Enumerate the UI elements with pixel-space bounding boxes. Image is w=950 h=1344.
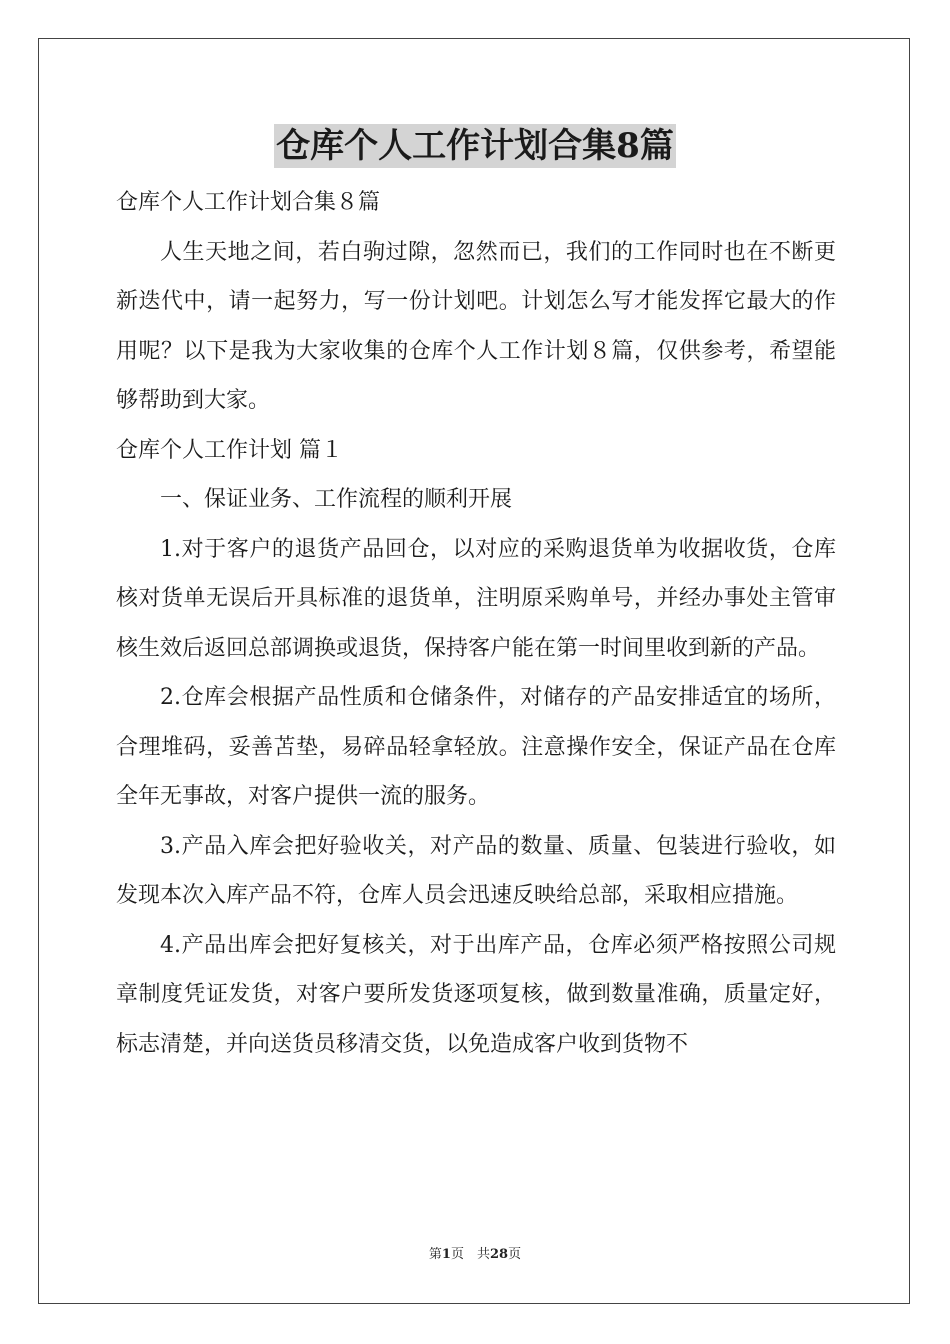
section-item-4: 4.产品出库会把好复核关，对于出库产品，仓库必须严格按照公司规章制度凭证发货，对客户要所发货逐项复核，做到数量准确，质量定好，标志清楚，并向送货员移清交货，以免造成客户收到货物不 — [116, 932, 836, 1057]
footer-prefix: 第 — [428, 1247, 442, 1262]
section-item-1: 1.对于客户的退货产品回仓，以对应的采购退货单为收据收货，仓库核对货单无误后开具标准的退货单，注明原采购单号，并经办事处主管审核生效后返回总部调换或退货，保持客户能在第一时间里收到新的产品。 — [116, 536, 836, 661]
document-title: 仓库个人工作计划合集8篇 — [276, 126, 674, 166]
section-item-3: 3.产品入库会把好验收关，对产品的数量、质量、包装进行验收，如发现本次入库产品不符，仓库人员会迅速反映给总部，采取相应措施。 — [116, 833, 836, 908]
section-item-heading: 一、保证业务、工作流程的顺利开展 — [160, 487, 513, 512]
title-container — [0, 124, 950, 168]
document-body — [116, 178, 836, 1069]
footer-suffix: 页 — [508, 1247, 522, 1262]
intro-paragraph: 人生天地之间，若白驹过隙，忽然而已，我们的工作同时也在不断更新迭代中，请一起努力，写一份计划吧。计划怎么写才能发挥它最大的作用呢？以下是我为大家收集的仓库个人工作计划８篇，仅供参考，希望能够帮助到大家。 — [116, 239, 836, 413]
footer-current-page: 1 — [441, 1247, 451, 1262]
footer-mid: 页 共 — [450, 1247, 490, 1262]
document-subtitle: 仓库个人工作计划合集８篇 — [116, 190, 381, 215]
section-heading: 仓库个人工作计划 篇１ — [116, 437, 343, 463]
footer-total-pages: 28 — [489, 1247, 509, 1262]
section-item-2: 2.仓库会根据产品性质和仓储条件，对储存的产品安排适宜的场所，合理堆码，妥善苫垫，易碎品轻拿轻放。注意操作安全，保证产品在仓库全年无事故，对客户提供一流的服务。 — [116, 685, 836, 809]
page-footer — [0, 1246, 950, 1264]
